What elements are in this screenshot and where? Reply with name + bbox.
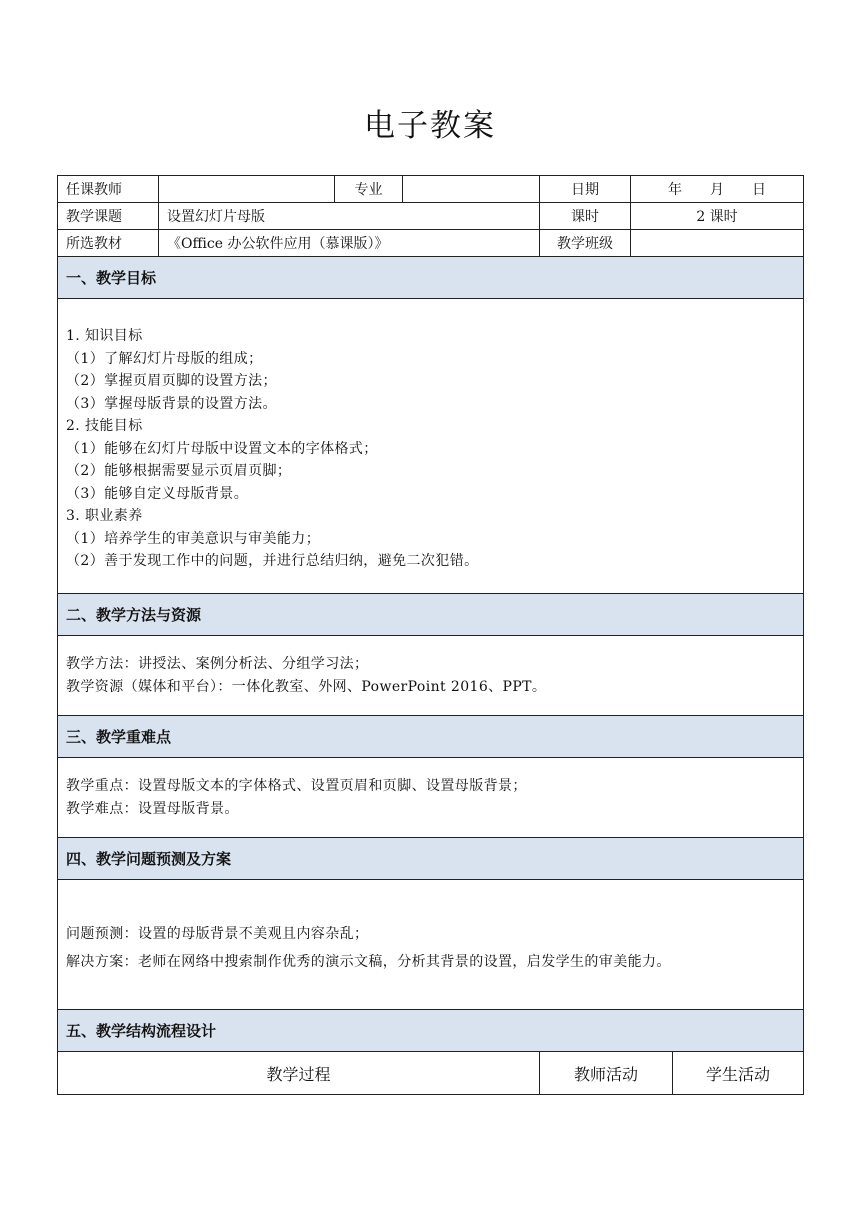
lesson-plan-table bbox=[57, 175, 804, 1095]
structure-column-headers bbox=[58, 1052, 804, 1095]
teacher-value bbox=[159, 176, 335, 203]
section-title-keypoints: 三、教学重难点 bbox=[58, 716, 804, 758]
goals-line: （3）掌握母版背景的设置方法。 bbox=[66, 395, 277, 412]
section-body-goals bbox=[58, 299, 804, 594]
section-header-problems bbox=[58, 838, 804, 880]
problems-line: 问题预测：设置的母版背景不美观且内容杂乱； bbox=[66, 925, 369, 942]
section-body-methods bbox=[58, 636, 804, 716]
teacher-label: 任课教师 bbox=[58, 176, 159, 203]
goals-line: 3. 职业素养 bbox=[66, 508, 143, 525]
methods-line: 教学资源（媒体和平台）：一体化教室、外网、PowerPoint 2016、PPT。 bbox=[66, 678, 547, 695]
goals-line: （1）培养学生的审美意识与审美能力； bbox=[66, 530, 321, 547]
hours-label: 课时 bbox=[540, 203, 631, 230]
topic-label: 教学课题 bbox=[58, 203, 159, 230]
section-header-methods bbox=[58, 594, 804, 636]
textbook-value: 《Office 办公软件应用（慕课版）》 bbox=[159, 230, 540, 257]
goals-line: 2. 技能目标 bbox=[66, 418, 143, 435]
hours-value: 2 课时 bbox=[631, 203, 804, 230]
header-row-textbook bbox=[58, 230, 804, 257]
problems-line: 解决方案：老师在网络中搜索制作优秀的演示文稿，分析其背景的设置，启发学生的审美能力。 bbox=[66, 953, 671, 970]
section-title-goals: 一、教学目标 bbox=[58, 257, 804, 299]
section-body-keypoints bbox=[58, 758, 804, 838]
section-header-keypoints bbox=[58, 716, 804, 758]
goals-line: （2）掌握页眉页脚的设置方法； bbox=[66, 373, 277, 390]
topic-value: 设置幻灯片母版 bbox=[159, 203, 540, 230]
section-header-structure bbox=[58, 1010, 804, 1052]
goals-line: （3）能够自定义母版背景。 bbox=[66, 485, 249, 502]
class-label: 教学班级 bbox=[540, 230, 631, 257]
goals-line: （2）善于发现工作中的问题，并进行总结归纳，避免二次犯错。 bbox=[66, 553, 479, 570]
major-value bbox=[403, 176, 540, 203]
header-row-topic bbox=[58, 203, 804, 230]
goals-line: （1）了解幻灯片母版的组成； bbox=[66, 350, 263, 367]
header-row-teacher bbox=[58, 176, 804, 203]
column-header-student-activity: 学生活动 bbox=[673, 1052, 804, 1095]
goals-line: 1. 知识目标 bbox=[66, 328, 143, 345]
date-value: 年 月 日 bbox=[631, 176, 804, 203]
section-header-goals bbox=[58, 257, 804, 299]
section-title-methods: 二、教学方法与资源 bbox=[58, 594, 804, 636]
keypoints-line: 教学难点：设置母版背景。 bbox=[66, 800, 239, 817]
date-label: 日期 bbox=[540, 176, 631, 203]
column-header-teacher-activity: 教师活动 bbox=[540, 1052, 673, 1095]
section-title-structure: 五、教学结构流程设计 bbox=[58, 1010, 804, 1052]
column-header-process: 教学过程 bbox=[58, 1052, 540, 1095]
section-title-problems: 四、教学问题预测及方案 bbox=[58, 838, 804, 880]
keypoints-line: 教学重点：设置母版文本的字体格式、设置页眉和页脚、设置母版背景； bbox=[66, 778, 527, 794]
goals-line: （1）能够在幻灯片母版中设置文本的字体格式； bbox=[66, 440, 378, 457]
class-value bbox=[631, 230, 804, 257]
section-body-problems bbox=[58, 880, 804, 1010]
goals-line: （2）能够根据需要显示页眉页脚； bbox=[66, 463, 292, 480]
methods-line: 教学方法：讲授法、案例分析法、分组学习法； bbox=[66, 656, 369, 672]
document-title: 电子教案 bbox=[364, 108, 496, 144]
major-label: 专业 bbox=[335, 176, 403, 203]
textbook-label: 所选教材 bbox=[58, 230, 159, 257]
